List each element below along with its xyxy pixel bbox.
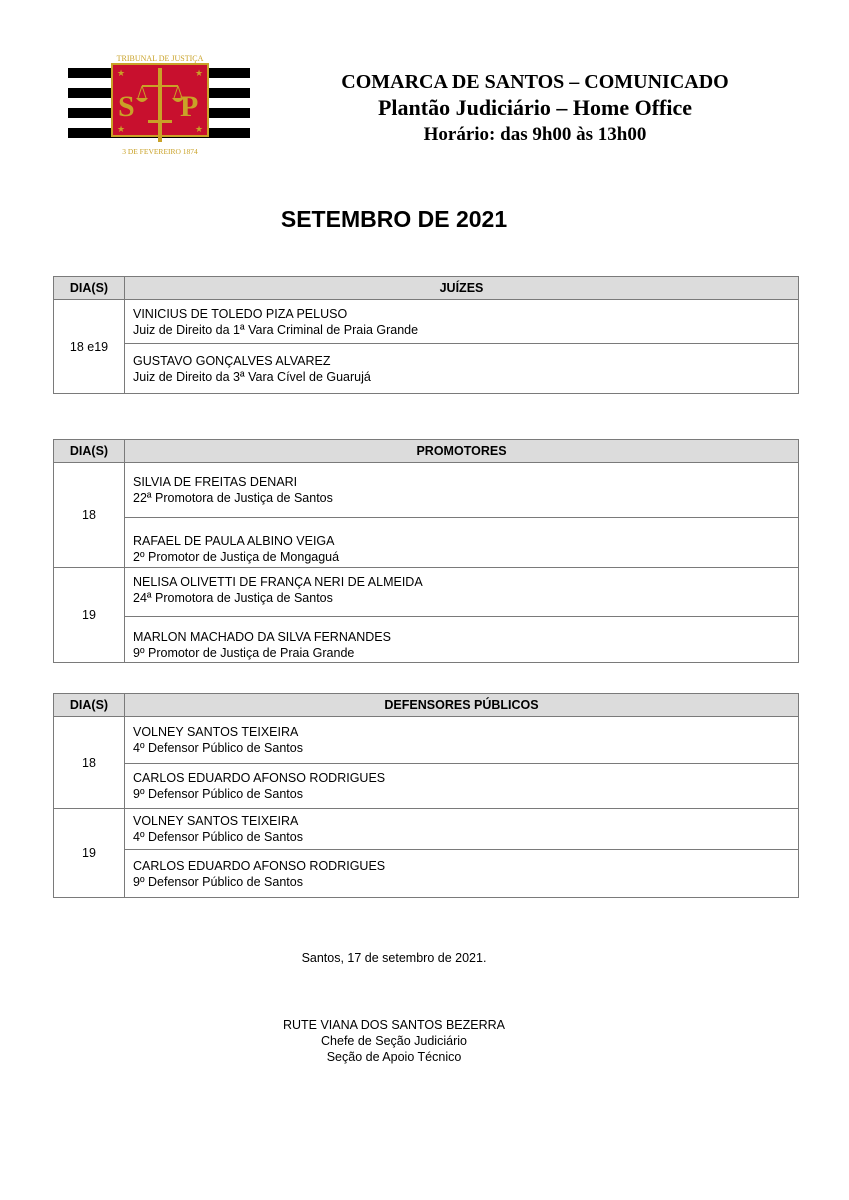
day-cell: 19 — [54, 809, 125, 898]
table-row — [54, 518, 799, 568]
svg-text:★: ★ — [195, 69, 204, 79]
signer-section: Seção de Apoio Técnico — [326, 1050, 462, 1064]
person-role: 9º Promotor de Justiça de Praia Grande — [133, 646, 355, 660]
table-row — [54, 463, 799, 518]
table-header-row — [54, 694, 799, 717]
person-name: VOLNEY SANTOS TEIXEIRA — [133, 725, 299, 739]
table-row — [54, 850, 799, 898]
day-column-header: DIA(S) — [54, 277, 125, 300]
person-role: 24ª Promotora de Justiça de Santos — [133, 591, 333, 605]
judges-table — [53, 276, 799, 394]
table-row — [54, 717, 799, 764]
judges-column-header: JUÍZES — [125, 277, 799, 300]
defenders-column-header: DEFENSORES PÚBLICOS — [125, 694, 799, 717]
person-name: RAFAEL DE PAULA ALBINO VEIGA — [133, 534, 335, 548]
day-column-header: DIA(S) — [54, 694, 125, 717]
day-cell: 18 e19 — [54, 300, 125, 394]
table-row — [54, 764, 799, 809]
header-line-3: Horário: das 9h00 às 13h00 — [423, 124, 647, 145]
person-cell — [125, 568, 799, 617]
person-role: 9º Defensor Público de Santos — [133, 874, 303, 889]
header-line-1: COMARCA DE SANTOS – COMUNICADO — [341, 71, 729, 93]
place-date: Santos, 17 de setembro de 2021. — [301, 951, 487, 965]
person-name: VOLNEY SANTOS TEIXEIRA — [133, 814, 299, 828]
person-role: Juiz de Direito da 1ª Vara Criminal de Praia Grande — [133, 322, 419, 337]
signer-name: RUTE VIANA DOS SANTOS BEZERRA — [282, 1018, 506, 1032]
svg-text:★: ★ — [117, 69, 126, 79]
day-cell: 19 — [54, 568, 125, 663]
person-name: GUSTAVO GONÇALVES ALVAREZ — [133, 353, 331, 368]
person-cell — [125, 463, 799, 518]
month-title: SETEMBRO DE 2021 — [280, 206, 508, 232]
svg-text:★: ★ — [117, 125, 126, 135]
person-cell — [125, 809, 799, 850]
logo-bottom-text: 3 DE FEVEREIRO 1874 — [122, 147, 198, 156]
table-row — [54, 344, 799, 394]
day-cell: 18 — [54, 463, 125, 568]
person-name: VINICIUS DE TOLEDO PIZA PELUSO — [133, 306, 348, 321]
signer-title: Chefe de Seção Judiciário — [321, 1034, 467, 1048]
prosecutors-table — [53, 439, 799, 663]
person-cell — [125, 717, 799, 764]
table-row — [54, 300, 799, 344]
day-cell: 18 — [54, 717, 125, 809]
table-row — [54, 809, 799, 850]
person-name: MARLON MACHADO DA SILVA FERNANDES — [133, 630, 391, 644]
person-role: 4º Defensor Público de Santos — [133, 830, 303, 844]
person-cell — [125, 518, 799, 568]
person-role: 2º Promotor de Justiça de Mongaguá — [133, 550, 340, 564]
person-role: Juiz de Direito da 3ª Vara Cível de Guarujá — [133, 369, 371, 384]
person-role: 22ª Promotora de Justiça de Santos — [133, 491, 333, 505]
person-name: CARLOS EDUARDO AFONSO RODRIGUES — [133, 771, 386, 785]
day-column-header: DIA(S) — [54, 440, 125, 463]
svg-text:★: ★ — [195, 125, 204, 135]
table-header-row — [54, 277, 799, 300]
svg-text:S: S — [118, 90, 135, 123]
tjsp-seal-icon — [66, 50, 252, 160]
prosecutors-column-header: PROMOTORES — [125, 440, 799, 463]
logo-top-text: TRIBUNAL DE JUSTIÇA — [116, 54, 204, 63]
person-cell — [125, 617, 799, 663]
table-row — [54, 617, 799, 663]
signature-block — [0, 1017, 788, 1065]
court-logo — [66, 50, 252, 160]
person-role: 9º Defensor Público de Santos — [133, 787, 303, 801]
table-header-row — [54, 440, 799, 463]
person-name: CARLOS EDUARDO AFONSO RODRIGUES — [133, 858, 386, 873]
person-cell — [125, 850, 799, 898]
document-header — [290, 70, 780, 148]
person-role: 4º Defensor Público de Santos — [133, 741, 303, 755]
header-line-2: Plantão Judiciário – Home Office — [377, 95, 693, 120]
svg-text:P: P — [180, 90, 199, 123]
table-row — [54, 568, 799, 617]
person-name: NELISA OLIVETTI DE FRANÇA NERI DE ALMEIDA — [133, 575, 423, 589]
person-cell — [125, 764, 799, 809]
person-cell — [125, 344, 799, 394]
person-cell — [125, 300, 799, 344]
person-name: SILVIA DE FREITAS DENARI — [133, 475, 298, 489]
defenders-table — [53, 693, 799, 898]
